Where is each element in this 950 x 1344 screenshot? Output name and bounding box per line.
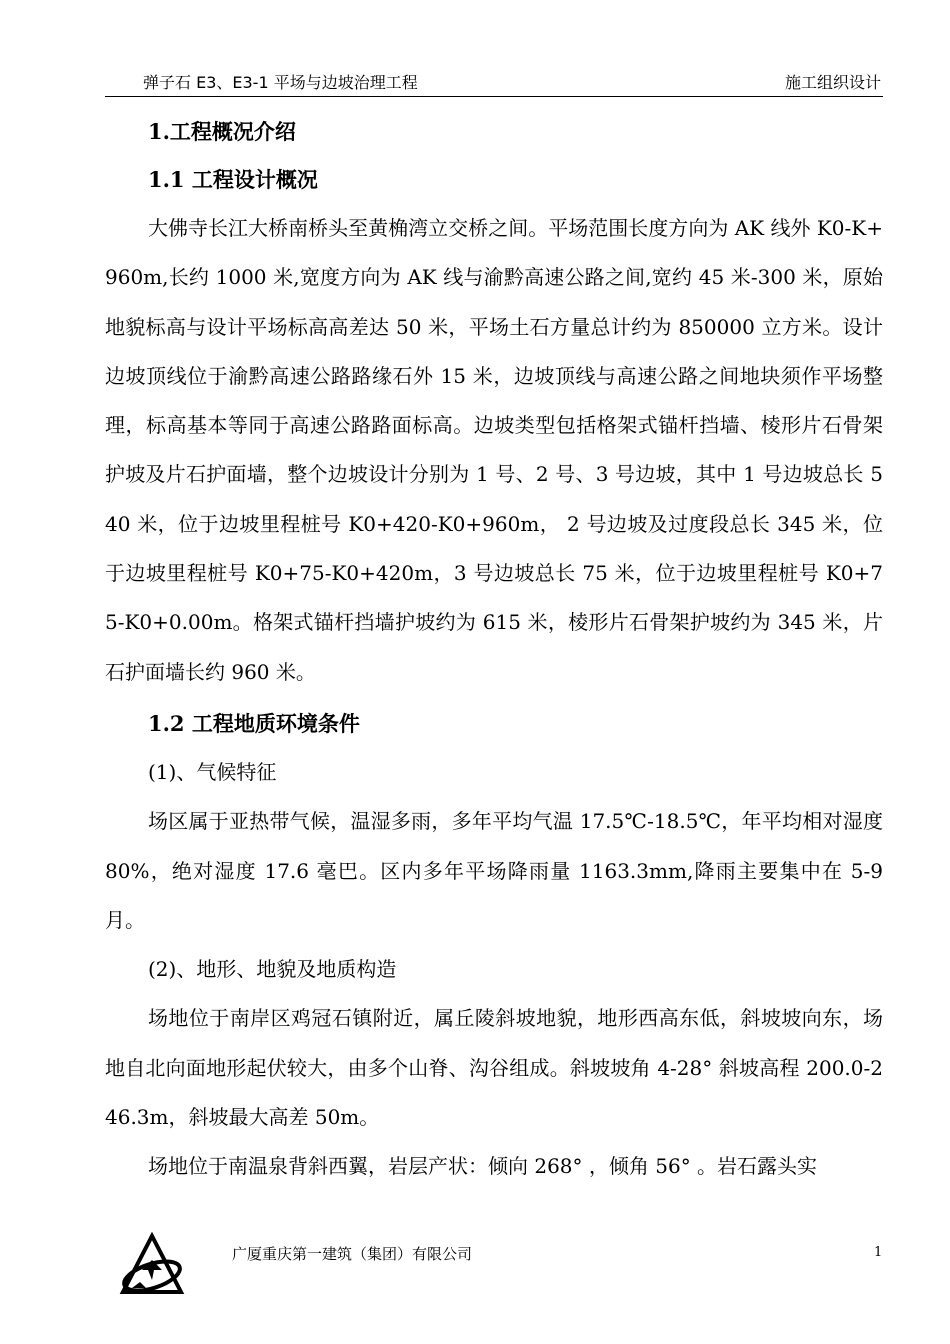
company-name: 广厦重庆第一建筑（集团）有限公司 [232, 1245, 473, 1263]
document-type: 施工组织设计 [784, 73, 881, 92]
project-title: 弹子石 E3、E3-1 平场与边坡治理工程 [143, 73, 418, 92]
terrain-subheading: (2)、地形、地貌及地质构造 [148, 957, 397, 982]
section-1-1-title: 1.1 工程设计概况 [148, 167, 318, 192]
document-body [105, 108, 883, 1192]
page-header [105, 62, 883, 97]
section-1-title: 1.工程概况介绍 [148, 119, 296, 144]
section-1-2-title: 1.2 工程地质环境条件 [148, 710, 360, 736]
geology-paragraph: 场地位于南温泉背斜西翼，岩层产状：倾向 268° ，倾角 56° 。岩石露头实 [148, 1154, 818, 1179]
climate-paragraph: 场区属于亚热带气候，温湿多雨，多年平均气温 17.5℃-18.5℃，年平均相对湿度 80%，绝对湿度 17.6 毫巴。区内多年平场降雨量 1163.3mm,降雨主要集中在 5-9 月。 [105, 809, 883, 932]
design-overview-paragraph: 大佛寺长江大桥南桥头至黄桷湾立交桥之间。平场范围长度方向为 AK 线外 K0-K+960m,长约 1000 米,宽度方向为 AK 线与渝黔高速公路之间,宽约 45 米-300 米，原始地貌标高与设计平场标高高差达 50 米，平场土石方量总计约为 850000 立方米。设计边坡顶线位于渝黔高速公路路缘石外 15 米，边坡顶线与高速公路之间地块须作平场整理，标高基本等同于高速公路路面标高。边坡类型包括格架式锚杆挡墙、棱形片石骨架护坡及片石护面墙，整个边坡设计分别为 1 号、2 号、3 号边坡，其中 1 号边坡总长 540 米，位于边坡里程桩号 K0+420-K0+960m， 2 号边坡及过度段总长 345 米，位于边坡里程桩号 K0+75-K0+420m，3 号边坡总长 75 米，位于边坡里程桩号 K0+75-K0+0.00m。格架式锚杆挡墙护坡约为 615 米，棱形片石骨架护坡约为 345 米，片石护面墙长约 960 米。 [105, 216, 883, 684]
page-number: 1 [874, 1245, 883, 1260]
company-logo-icon [118, 1232, 186, 1300]
climate-subheading: (1)、气候特征 [148, 759, 277, 784]
terrain-paragraph: 场地位于南岸区鸡冠石镇附近，属丘陵斜坡地貌，地形西高东低，斜坡坡向东，场地自北向面地形起伏较大，由多个山脊、沟谷组成。斜坡坡角 4-28° 斜坡高程 200.0-246.3m，斜坡最大高差 50m。 [105, 1006, 883, 1130]
